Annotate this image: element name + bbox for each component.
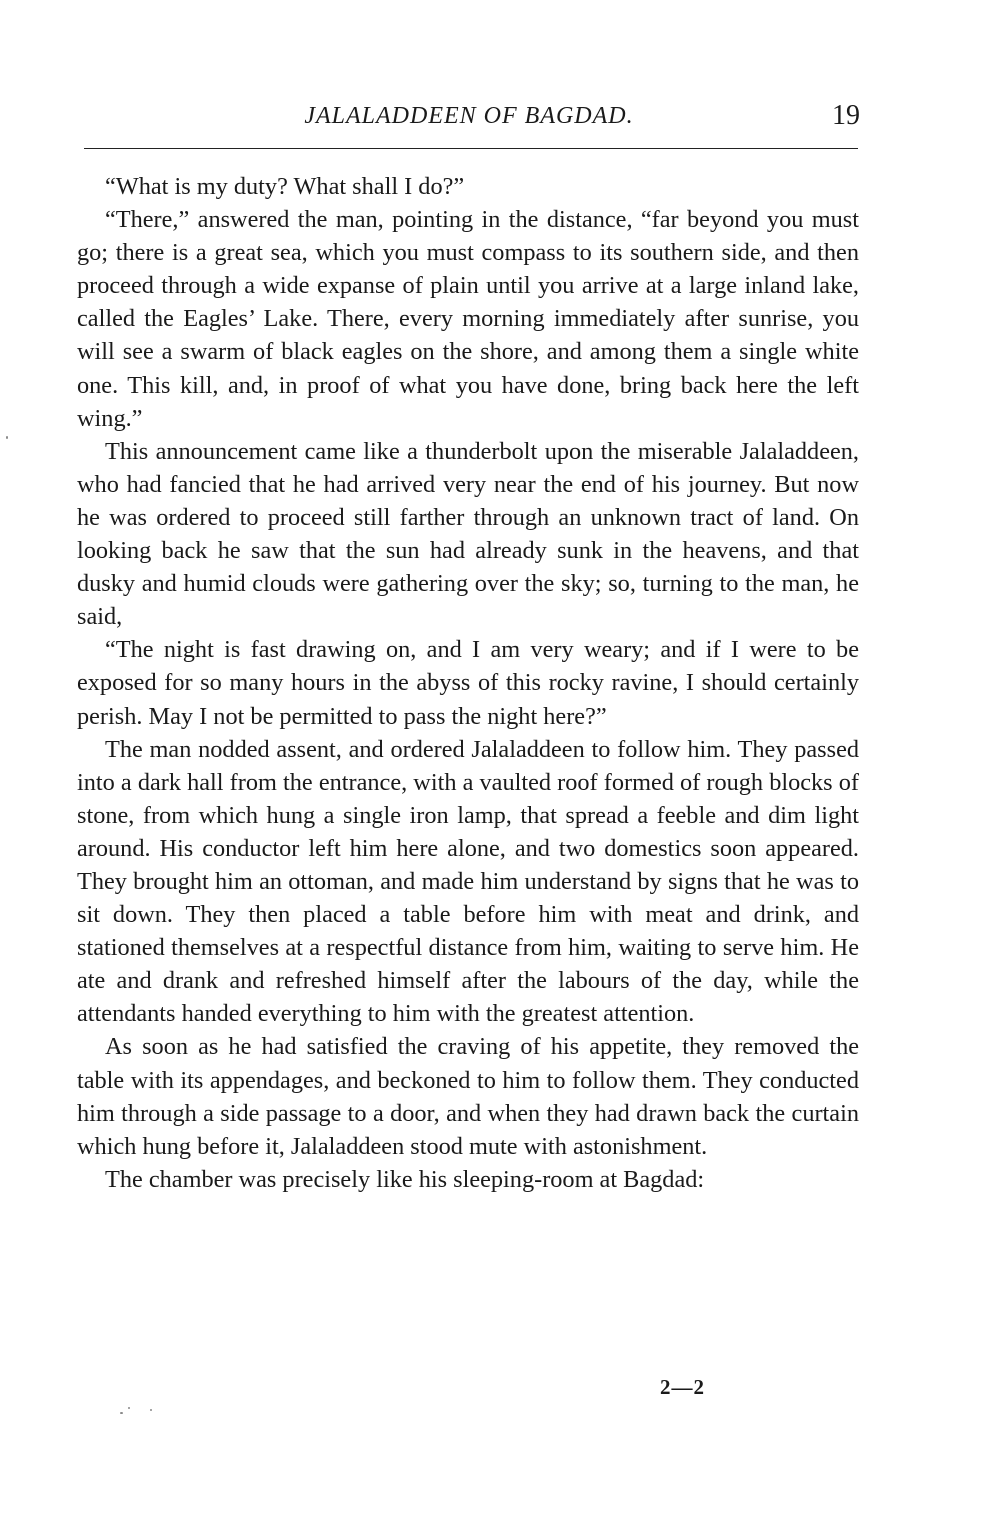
running-head bbox=[78, 96, 860, 140]
body-text bbox=[77, 170, 859, 1196]
paper-speck bbox=[120, 1412, 123, 1414]
page-number: 19 bbox=[832, 100, 860, 131]
signature-mark: 2—2 bbox=[660, 1375, 705, 1399]
paper-speck bbox=[6, 436, 8, 439]
paragraph: The man nodded assent, and ordered Jalaladdeen to follow him. They passed into a dark hall from the entrance, with a vaulted roof formed of rough blocks of stone, from which hung a single iron lamp, that spread a feeble and dim light around. His conductor left him here alone, and two domestics soon appeared. They brought him an ottoman, and made him understand by signs that he was to sit down. They then placed a table before him with meat and drink, and stationed themselves at a respectful distance from him, waiting to serve him. He ate and drank and refreshed himself after the labours of the day, while the attendants handed everything to him with the greatest attention. bbox=[77, 735, 859, 1028]
paragraph: “The night is fast drawing on, and I am very weary; and if I were to be exposed for so many hours in the abyss of this rocky ravine, I should certainly perish. May I not be permitted to pass the night here?” bbox=[77, 636, 859, 730]
paragraph: As soon as he had satisfied the craving of his appetite, they removed the table with its appendages, and beckoned to him to follow them. They conducted him through a side passage to a door, and when they had drawn back the curtain which hung before it, Jalaladdeen stood mute with astonishment. bbox=[77, 1033, 859, 1160]
paper-speck bbox=[150, 1409, 152, 1411]
paragraph: The chamber was precisely like his sleeping-room at Bagdad: bbox=[105, 1165, 705, 1193]
header-rule bbox=[84, 148, 858, 149]
paper-speck bbox=[128, 1407, 130, 1409]
paragraph: “What is my duty? What shall I do?” bbox=[105, 173, 465, 200]
paragraph: “There,” answered the man, pointing in the distance, “far beyond you must go; there is a great sea, which you must compass to its southern side, and then proceed through a wide expanse of plain until you arrive at a large inland lake, called the Eagles’ Lake. There, every morning immediately after sunrise, you will see a swarm of black eagles on the shore, and among them a single white one. This kill, and, in proof of what you have done, bring back here the left wing.” bbox=[77, 206, 859, 432]
paragraph: This announcement came like a thunderbolt upon the miserable Jalaladdeen, who had fancied that he had arrived very near the end of his journey. But now he was ordered to proceed still farther through an unknown tract of land. On looking back he saw that the sun had already sunk in the heavens, and that dusky and humid clouds were gathering over the sky; so, turning to the man, he said, bbox=[77, 437, 859, 631]
running-title: JALALADDEEN OF BAGDAD. bbox=[304, 103, 634, 129]
